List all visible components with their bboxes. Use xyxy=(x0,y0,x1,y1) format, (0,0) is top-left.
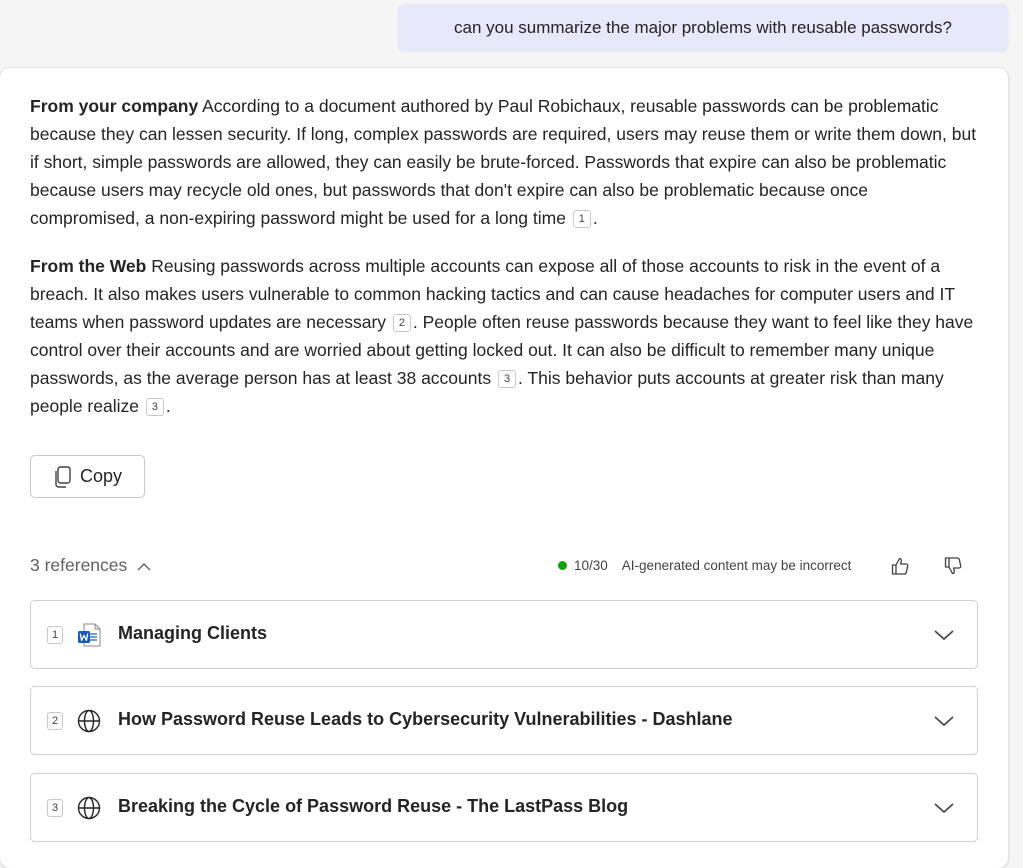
chevron-down-icon[interactable] xyxy=(933,713,955,729)
paragraph-end: . xyxy=(592,208,598,228)
citation-badge[interactable]: 3 xyxy=(146,398,164,416)
thumbs-up-icon[interactable] xyxy=(887,553,913,579)
reference-item[interactable] xyxy=(30,686,978,755)
copy-button[interactable] xyxy=(30,455,145,498)
citation-badge[interactable]: 1 xyxy=(573,210,591,228)
copy-icon xyxy=(53,466,71,488)
reference-title: How Password Reuse Leads to Cybersecurity Vulnerabilities - Dashlane xyxy=(118,709,733,729)
paragraph-text: According to a document authored by Paul Robichaux, reusable passwords can be problematic because they can lessen security. If long, complex passwords are required, users may reuse them or write them down, but if short, simple passwords are allowed, they can easily be brute-forced. Passwords that expire can also be problematic because users may recycle old ones, but passwords that don't expire can also be problematic because once compromised, a non-expiring password might be used for a long time xyxy=(30,96,977,228)
reference-number: 1 xyxy=(47,626,63,644)
paragraph-heading: From your company xyxy=(30,96,199,116)
reference-item[interactable] xyxy=(30,773,978,842)
status-count: 10/30 xyxy=(574,558,608,573)
citation-badge[interactable]: 3 xyxy=(498,370,516,388)
response-paragraph-company xyxy=(30,92,980,232)
references-count-label: 3 references xyxy=(30,555,128,575)
paragraph-end: . xyxy=(165,396,171,416)
reference-title: Managing Clients xyxy=(118,623,268,643)
chevron-up-icon xyxy=(137,555,151,576)
response-paragraph-web xyxy=(30,252,980,420)
paragraph-heading: From the Web xyxy=(30,256,147,276)
paragraph-text: Reusing passwords across multiple accounts can expose all of those accounts to risk in the event of a breach. It also makes users vulnerable to common hacking tactics and can cause headaches for computer users and IT teams when password updates are necessary xyxy=(30,256,955,332)
references-toggle[interactable] xyxy=(30,555,151,576)
chevron-down-icon[interactable] xyxy=(933,627,955,643)
reference-number: 3 xyxy=(47,799,63,817)
status-bar xyxy=(558,558,851,573)
globe-icon xyxy=(76,708,102,734)
response-card xyxy=(0,68,1008,868)
word-document-icon xyxy=(76,622,102,648)
reference-title: Breaking the Cycle of Password Reuse - The LastPass Blog xyxy=(118,796,629,816)
copy-label: Copy xyxy=(79,466,123,486)
ai-disclaimer: AI-generated content may be incorrect xyxy=(621,558,852,573)
user-message-text: can you summarize the major problems with reusable passwords? xyxy=(454,18,952,37)
user-message-bubble xyxy=(397,4,1009,52)
citation-badge[interactable]: 2 xyxy=(393,314,411,332)
reference-item[interactable] xyxy=(30,600,978,669)
thumbs-down-icon[interactable] xyxy=(940,553,966,579)
globe-icon xyxy=(76,795,102,821)
chevron-down-icon[interactable] xyxy=(933,800,955,816)
status-dot-icon xyxy=(558,561,567,570)
paragraph-text: . This behavior puts accounts at greater risk than many people realize xyxy=(30,368,944,416)
reference-number: 2 xyxy=(47,712,63,730)
paragraph-text: . People often reuse passwords because they want to feel like they have control over their accounts and are worried about getting locked out. It can also be difficult to remember many unique passwords, as the average person has at least 38 accounts xyxy=(30,312,974,388)
